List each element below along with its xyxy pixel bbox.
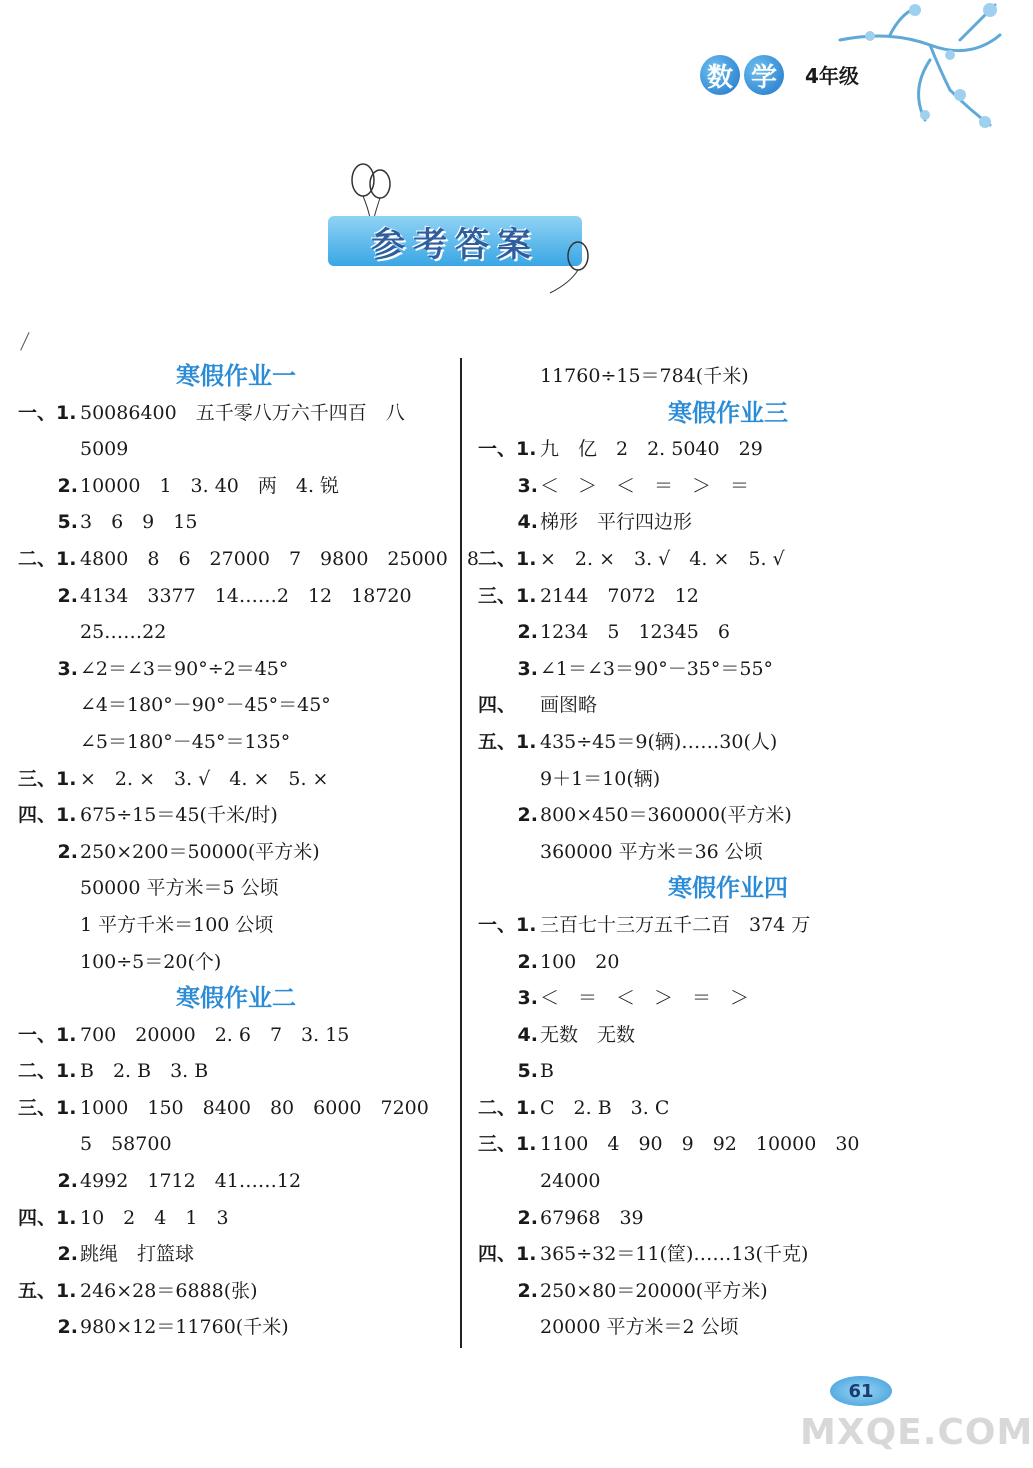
question-label: 四、1. [18,1206,77,1229]
answer-text: 4992 1712 41……12 [80,1170,302,1193]
answer-text: 九 亿 2 2. 5040 29 [540,438,763,461]
answer-text: 365÷32＝11(筐)……13(千克) [540,1243,809,1266]
question-label: 五、1. [18,1279,77,1302]
answer-text: 4134 3377 14……2 12 18720 [80,584,412,607]
answer-text: 980×12＝11760(千米) [80,1316,289,1339]
answer-text: 100 20 [540,950,620,973]
question-label: 一、1. [478,438,537,461]
subquestion-label: 2. [517,621,538,644]
answer-text: 3 6 9 15 [80,511,198,534]
question-label: 一、1. [18,401,77,424]
answer-line [18,395,454,432]
answer-line [18,1236,454,1273]
pen-stroke [20,332,37,354]
subject-badge [700,55,784,95]
answer-line [478,1053,978,1090]
answer-line [478,541,978,578]
grade-label: 4年级 [805,64,859,88]
answer-text: 1100 4 90 9 92 10000 30 [540,1133,860,1156]
answer-line [18,761,454,798]
answer-text: ∠4＝180°－90°－45°＝45° [80,694,331,717]
answer-line [478,578,978,615]
subquestion-label: 3. [517,657,538,680]
answer-text: 1 平方千米＝100 公顷 [80,913,274,936]
question-label: 二、1. [18,547,77,570]
question-label: 四、1. [478,1243,537,1266]
answer-line [18,614,454,651]
section-title: 寒假作业一 [176,362,296,390]
answer-text: 250×200＝50000(平方米) [80,840,320,863]
question-label: 二、1. [478,1096,537,1119]
answer-line [478,614,978,651]
answer-line [18,870,454,907]
answer-line [478,1126,978,1163]
answer-text: 10 2 4 1 3 [80,1206,229,1229]
answer-line [478,797,978,834]
subquestion-label: 3. [57,657,78,680]
answer-line [18,431,454,468]
answer-text: 9＋1＝10(辆) [540,767,661,790]
answer-text: 50000 平方米＝5 公顷 [80,877,279,900]
answer-line [478,1309,978,1346]
answer-text: 67968 39 [540,1206,644,1229]
answer-text: 无数 无数 [540,1023,636,1046]
answer-text: 20000 平方米＝2 公顷 [540,1316,739,1339]
subject-char: 数 [700,55,740,95]
answer-text: 435÷45＝9(辆)……30(人) [540,730,778,753]
question-label: 五、1. [478,730,537,753]
answer-line [18,834,454,871]
question-label: 四、1. [18,804,77,827]
answer-text: 5 58700 [80,1133,172,1156]
answer-banner [320,150,610,300]
answer-text: 100÷5＝20(个) [80,950,222,973]
page-header [0,0,1000,150]
subquestion-label: 2. [57,584,78,607]
answer-line [478,468,978,505]
answer-text: 4800 8 6 27000 7 9800 25000 8 [80,547,479,570]
question-label: 二、1. [478,547,537,570]
answer-line [18,687,454,724]
answer-line [18,1053,454,1090]
answer-line [478,1273,978,1310]
answer-text: 三百七十三万五千二百 374 万 [540,913,811,936]
answer-text: 50086400 五千零八万六千四百 八 [80,401,405,424]
section-title: 寒假作业三 [668,398,788,427]
subject-char: 学 [744,55,784,95]
answer-text: 25……22 [80,621,167,644]
question-label: 四、 [478,694,517,717]
answer-text: 246×28＝6888(张) [80,1279,258,1302]
answer-text: 250×80＝20000(平方米) [540,1279,768,1302]
answer-banner-box [328,216,582,266]
answer-text: B [540,1060,554,1083]
watermark: MXQE.COM [800,1412,1033,1453]
answer-line [478,1017,978,1054]
question-label: 一、1. [478,913,537,936]
subquestion-label: 2. [57,1170,78,1193]
answer-line [18,1090,454,1127]
answer-text: 5009 [80,438,129,461]
answer-line [478,980,978,1017]
answer-line [478,724,978,761]
answer-line [18,724,454,761]
answer-text: ＜ ＞ ＜ ＝ ＞ ＝ [540,474,750,497]
left-column [18,358,479,1346]
answer-text: 360000 平方米＝36 公顷 [540,840,763,863]
answer-text: 1234 5 12345 6 [540,621,730,644]
subquestion-label: 2. [517,950,538,973]
answer-line [18,1017,454,1054]
answer-line [18,944,454,981]
answer-text: 2144 7072 12 [540,584,699,607]
answer-line [18,651,454,688]
subquestion-label: 2. [517,1206,538,1229]
subquestion-label: 2. [57,474,78,497]
answer-line [478,358,978,395]
subquestion-label: 2. [57,1243,78,1266]
answer-line [18,1273,454,1310]
answer-title: 参考答案 [371,224,539,265]
answer-text: 800×450＝360000(平方米) [540,804,792,827]
answer-text: 24000 [540,1170,601,1193]
subquestion-label: 2. [517,1279,538,1302]
answer-line [18,1126,454,1163]
answer-text: B 2. B 3. B [80,1060,209,1083]
answer-text: × 2. × 3. √ 4. × 5. × [80,767,329,790]
answer-text: C 2. B 3. C [540,1096,670,1119]
right-column [478,358,978,1346]
answer-text: 10000 1 3. 40 两 4. 锐 [80,474,340,497]
answer-line [18,797,454,834]
answer-line [478,1200,978,1237]
question-label: 三、1. [18,767,77,790]
answer-line [478,504,978,541]
column-divider [460,358,462,1348]
answer-line [18,578,454,615]
answer-line [478,907,978,944]
answer-line [18,468,454,505]
answer-line [18,1309,454,1346]
subquestion-label: 3. [517,987,538,1010]
answer-line [478,1090,978,1127]
subquestion-label: 4. [517,1023,538,1046]
answer-text: ＜ ＝ ＜ ＞ ＝ ＞ [540,987,750,1010]
question-label: 三、1. [478,584,537,607]
answer-line [478,431,978,468]
answer-text: 675÷15＝45(千米/时) [80,804,278,827]
answer-text: ∠2＝∠3＝90°÷2＝45° [80,657,289,680]
answer-line [478,761,978,798]
answer-line [478,944,978,981]
snowy-branch-decoration [830,0,1000,135]
answer-line [478,1163,978,1200]
question-label: 一、1. [18,1023,77,1046]
subquestion-label: 3. [517,474,538,497]
answer-text: 1000 150 8400 80 6000 7200 [80,1096,429,1119]
answer-text: 700 20000 2. 6 7 3. 15 [80,1023,350,1046]
question-label: 三、1. [478,1133,537,1156]
question-label: 二、1. [18,1060,77,1083]
answer-line [18,1163,454,1200]
answer-text: 跳绳 打篮球 [80,1243,195,1266]
answer-line [478,687,978,724]
answer-line [18,907,454,944]
answer-line [18,1200,454,1237]
subquestion-label: 5. [517,1060,538,1083]
subquestion-label: 2. [57,840,78,863]
subquestion-label: 4. [517,511,538,534]
answer-text: ∠1＝∠3＝90°－35°＝55° [540,657,774,680]
subquestion-label: 2. [517,804,538,827]
answer-line [18,504,454,541]
section-title: 寒假作业四 [668,874,788,903]
answer-text: 梯形 平行四边形 [540,511,693,534]
subquestion-label: 2. [57,1316,78,1339]
answer-text: × 2. × 3. √ 4. × 5. √ [540,547,785,570]
answer-line [18,541,479,578]
question-label: 三、1. [18,1096,77,1119]
section-title: 寒假作业二 [176,984,296,1013]
page-number: 61 [830,1376,892,1406]
answer-line [478,834,978,871]
balloon-icon [348,158,396,218]
answer-line [478,1236,978,1273]
balloon-icon [560,238,596,298]
subquestion-label: 5. [57,511,78,534]
answer-text: 画图略 [540,694,598,717]
answer-text: 11760÷15＝784(千米) [540,365,749,387]
answer-text: ∠5＝180°－45°＝135° [80,730,291,753]
answer-line [478,651,978,688]
